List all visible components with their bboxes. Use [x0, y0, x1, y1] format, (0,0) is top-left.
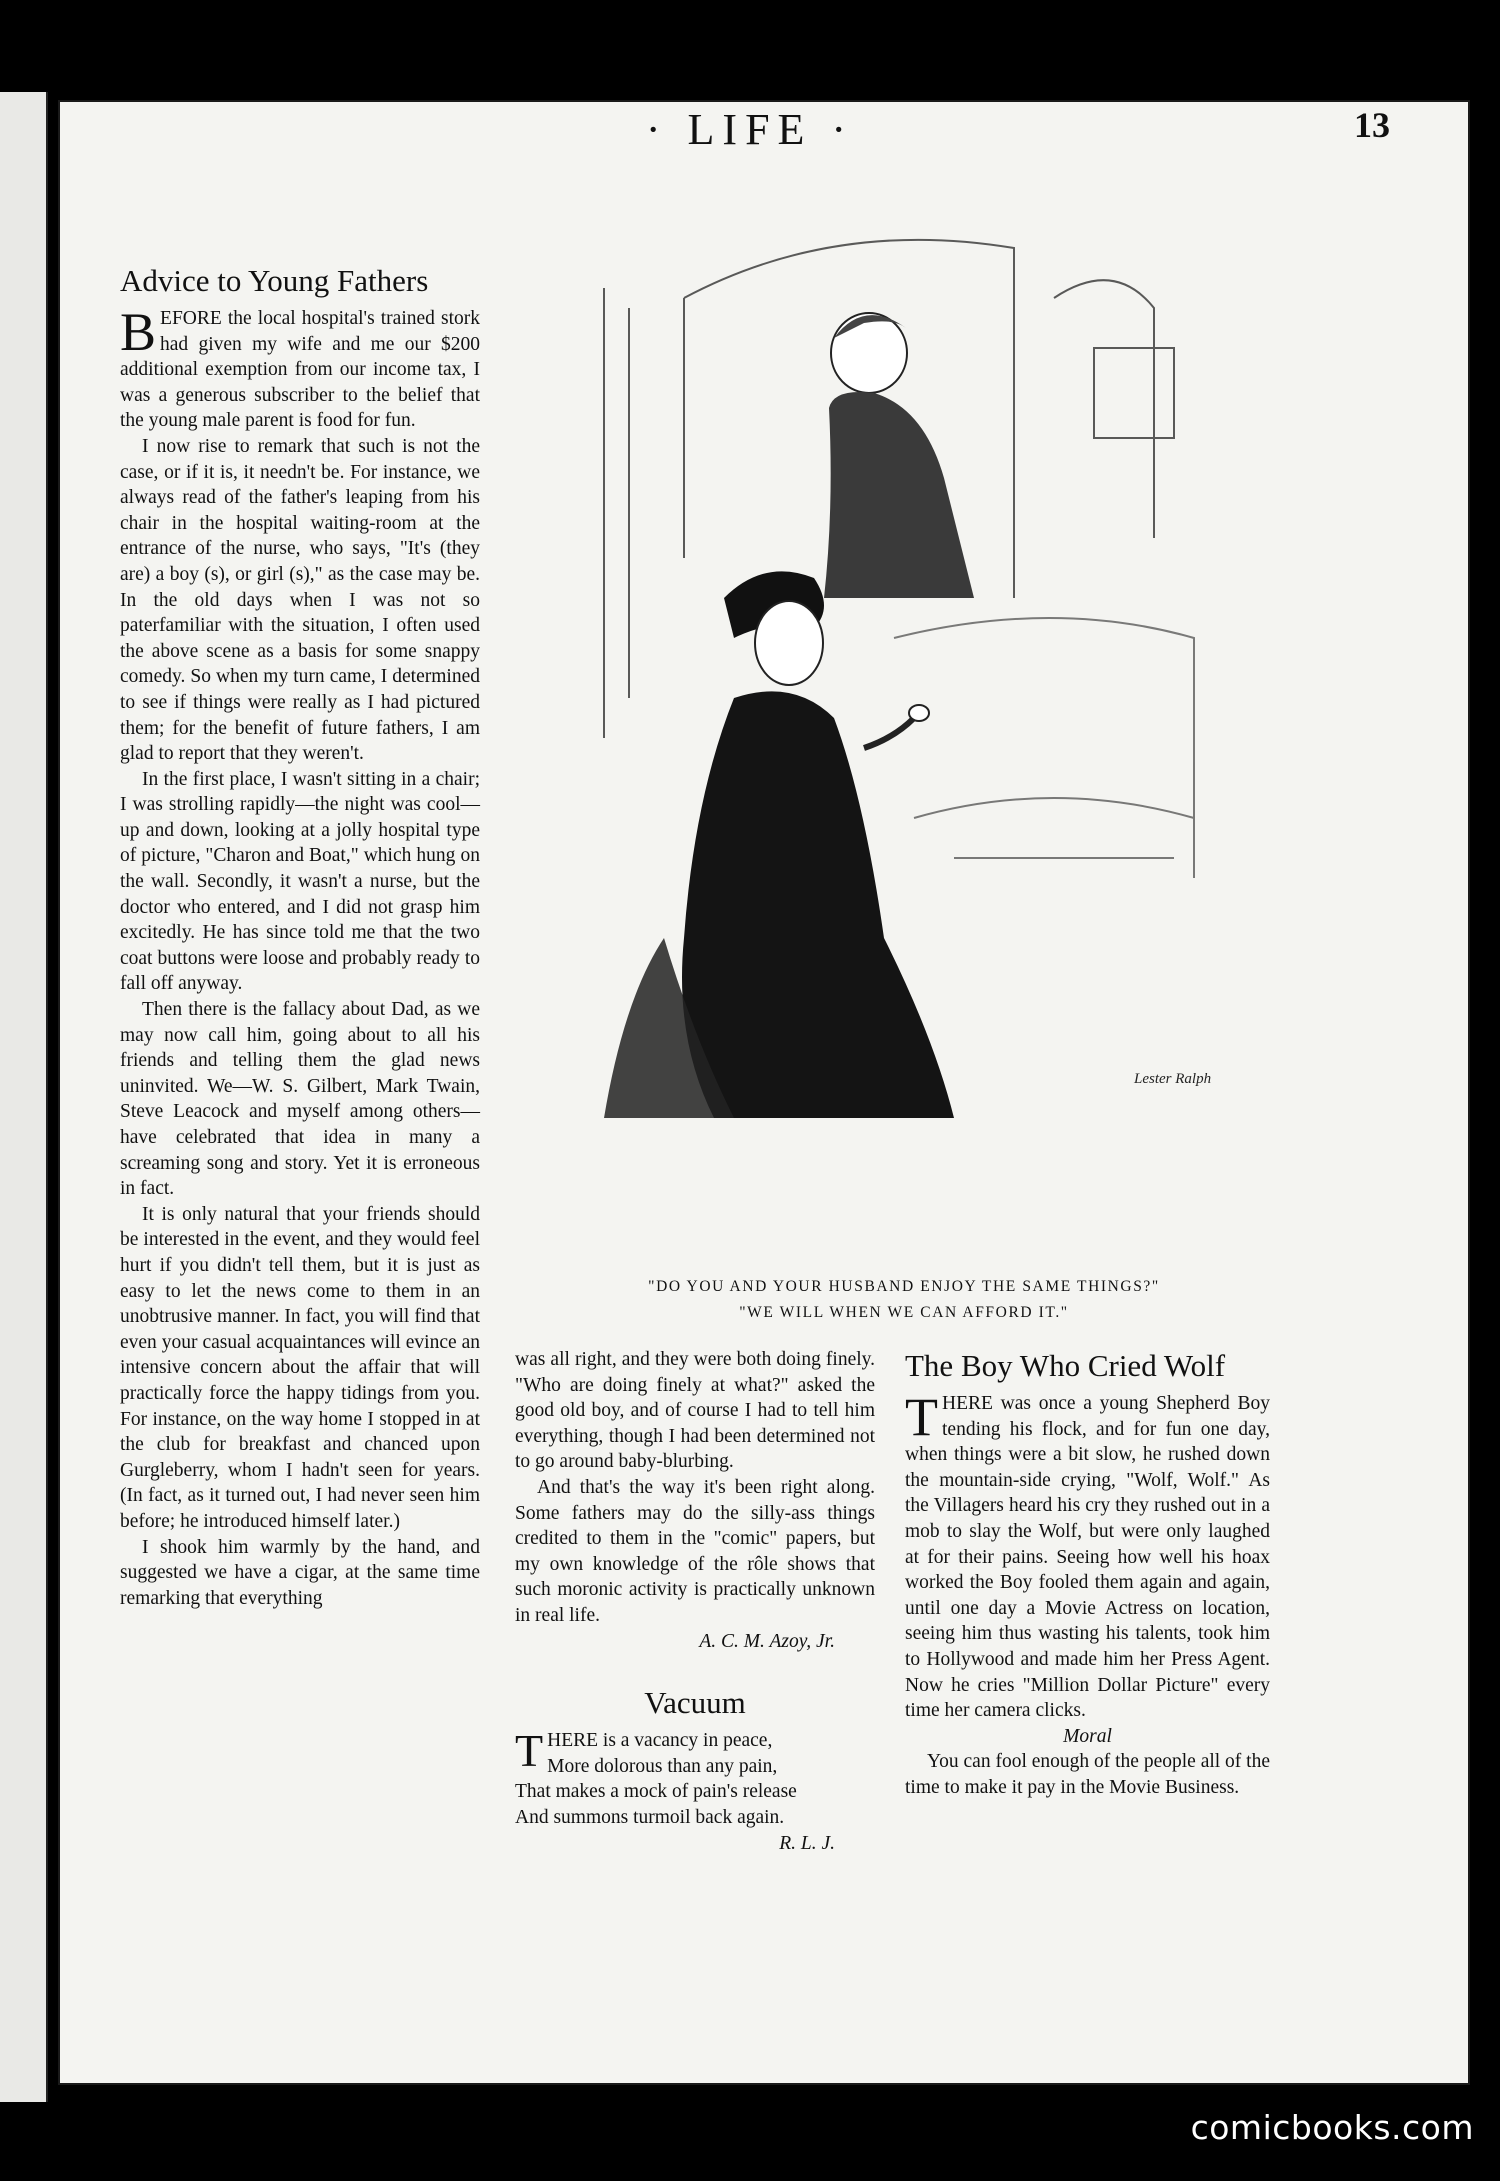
advice-paragraph: I now rise to remark that such is not the case, or if it is, it needn't be. For instance, we always read of the father's leaping from his chair in the hospital waiting-room at the entrance of the nurse, who says, "It's (they are) a boy (s), or girl (s)," as the case may be. In the old days when I was not so paterfamiliar with the situation, I often used the above scene as a basis for some snappy comedy. So when my turn came, I determined to see if things were really as I had pictured them; for the benefit of future fathers, I am glad to report that they weren't. [120, 435, 480, 765]
artist-signature: Lester Ralph [1134, 1071, 1212, 1087]
advice-paragraph: And that's the way it's been right along. Some fathers may do the silly-ass things credited to them in the "comic" papers, but my own knowledge of the rôle shows that such moronic activity is practically unknown in real life. [515, 1476, 875, 1626]
caption-line-2: "WE WILL WHEN WE CAN AFFORD IT." [739, 1304, 1069, 1321]
poem-line: THERE is a vacancy in peace, [515, 1725, 773, 1777]
wolf-title: The Boy Who Cried Wolf [905, 1348, 1226, 1383]
poem-line: More dolorous than any pain, [547, 1755, 778, 1777]
advice-paragraph: Then there is the fallacy about Dad, as we may now call him, going about to all his friends and telling them the glad news uninvited. We—W. S. Gilbert, Mark Twain, Steve Leacock and myself among others—have celebrated that idea in many a screaming song and story. Yet it is erroneous in fact. [120, 999, 480, 1200]
advice-title: Advice to Young Fathers [120, 263, 429, 298]
masthead: · LIFE · [645, 105, 855, 154]
advice-column [120, 262, 480, 1611]
vacuum-dropcap: T [515, 1725, 544, 1777]
moral-text: You can fool enough of the people all of the time to make it pay in the Movie Business. [905, 1751, 1270, 1798]
vacuum-title: Vacuum [644, 1685, 746, 1721]
cartoon-caption [534, 1274, 1274, 1326]
adjacent-page-edge [0, 92, 48, 2102]
poem-line: That makes a mock of pain's release [515, 1781, 797, 1803]
vacuum-author: R. L. J. [779, 1832, 835, 1854]
page-number: 13 [1354, 105, 1390, 145]
advice-dropcap: B [120, 302, 157, 362]
poem-line: And summons turmoil back again. [515, 1806, 785, 1828]
wolf-column [905, 1347, 1270, 1801]
advice-author: A. C. M. Azoy, Jr. [699, 1630, 835, 1652]
vacuum-poem [515, 1725, 875, 1830]
caption-line-1: "DO YOU AND YOUR HUSBAND ENJOY THE SAME THINGS?" [648, 1278, 1160, 1295]
wolf-paragraph: THERE was once a young Shepherd Boy tending his flock, and for fun one day, when things were a bit slow, he rushed down the mountain-side crying, "Wolf, Wolf." As the Villagers heard his cry they rushed out in a mob to slay the Wolf, but were only laughed at for their pains. Seeing how well his hoax worked the Boy fooled them again and again, until one day a Movie Actress on location, seeing him thus wasting his talents, took him to Hollywood and made him her Press Agent. Now he cries "Million Dollar Picture" every time her camera clicks. [905, 1387, 1270, 1722]
advice-paragraph: BEFORE the local hospital's trained stork had given my wife and me our $200 additional exemption from our income tax, I was a generous subscriber to the belief that the young male parent is food for fun. [120, 302, 480, 432]
site-watermark: comicbooks.com [1190, 2108, 1474, 2147]
cartoon-illustration [534, 178, 1274, 1258]
advice-paragraph: I shook him warmly by the hand, and suggested we have a cigar, at the same time remarking that everything [120, 1536, 480, 1609]
advice-paragraph: In the first place, I wasn't sitting in a chair; I was strolling rapidly—the night was cool—up and down, looking at a jolly hospital type of picture, "Charon and Boat," which hung on the wall. Secondly, it wasn't a nurse, but the doctor who entered, and I did not grasp him excitedly. He has since told me that the two coat buttons were loose and probably ready to fall off anyway. [120, 768, 480, 995]
wolf-dropcap: T [905, 1387, 938, 1447]
advice-paragraph: was all right, and they were both doing finely. "Who are doing finely at what?" asked the good old boy, and of course I had to tell him everything, though I had been determined not to go around baby-blurbing. [515, 1349, 875, 1473]
advice-paragraph: It is only natural that your friends should be interested in the event, and they would feel hurt if you didn't tell them, but it is just as easy to let the news come to them in an unobtrusive manner. In fact, you will find that even your casual acquaintances will evince an intensive concern about the affair that will practically force the happy tidings from you. For instance, on the way home I stopped in at the club for breakfast and chanced upon Gurgleberry, whom I hadn't seen for years. (In fact, as it turned out, I had never seen him before; he introduced himself later.) [120, 1203, 480, 1532]
continuation-column [515, 1347, 875, 1856]
moral-label: Moral [1063, 1725, 1112, 1747]
